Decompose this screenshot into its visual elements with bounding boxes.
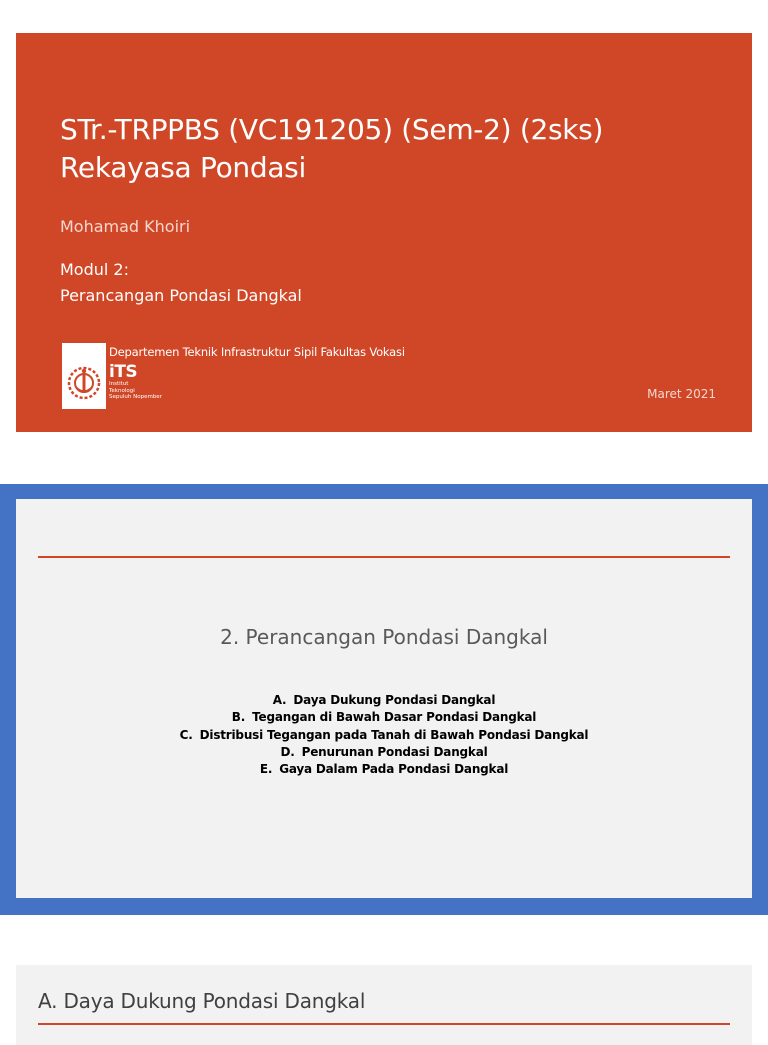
outline-item-text: Tegangan di Bawah Dasar Pondasi Dangkal: [252, 710, 537, 725]
its-subtitle-3: Sepuluh Nopember: [109, 394, 162, 400]
outline-item-letter: D.: [280, 744, 295, 759]
outline-item-d: [16, 744, 752, 761]
outline-item-text: Daya Dukung Pondasi Dangkal: [293, 693, 496, 707]
title-slide[interactable]: [16, 33, 752, 432]
outline-item-e: [16, 761, 752, 778]
section-slide[interactable]: [16, 965, 752, 1045]
its-emblem-icon: [62, 343, 106, 409]
outline-item-letter: B.: [231, 710, 246, 725]
its-wordmark-text: iTS: [109, 362, 138, 382]
outline-item-a: [16, 692, 752, 709]
its-emblem-logo: [62, 343, 106, 409]
slide-date: Maret 2021: [647, 387, 716, 401]
divider-line: [38, 1023, 730, 1025]
outline-item-c: [16, 727, 752, 744]
course-title-line2: Rekayasa Pondasi: [60, 151, 306, 184]
module-heading: [60, 257, 302, 309]
course-title: [60, 111, 603, 187]
its-subtitle-1: Institut: [109, 381, 129, 387]
outline-item-b: [16, 709, 752, 726]
its-wordmark: [109, 363, 229, 401]
outline-item-letter: A.: [272, 693, 287, 707]
outline-list: [16, 692, 752, 778]
outline-item-text: Distribusi Tegangan pada Tanah di Bawah Pondasi Dangkal: [199, 727, 589, 742]
department-name: Departemen Teknik Infrastruktur Sipil Fakultas Vokasi: [109, 345, 405, 359]
module-title: Perancangan Pondasi Dangkal: [60, 286, 302, 305]
outline-item-text: Gaya Dalam Pada Pondasi Dangkal: [279, 762, 509, 777]
course-title-line1: STr.-TRPPBS (VC191205) (Sem-2) (2sks): [60, 113, 604, 146]
outline-item-letter: C.: [179, 727, 193, 742]
outline-title: 2. Perancangan Pondasi Dangkal: [220, 625, 548, 649]
module-number: Modul 2:: [60, 260, 129, 279]
outline-slide-selected[interactable]: [0, 484, 768, 915]
section-title: A. Daya Dukung Pondasi Dangkal: [38, 989, 366, 1013]
author-name: Mohamad Khoiri: [60, 217, 191, 236]
divider-line: [38, 556, 730, 558]
outline-item-text: Penurunan Pondasi Dangkal: [301, 744, 488, 759]
its-subtitle-2: Teknologi: [109, 387, 135, 394]
outline-item-letter: E.: [259, 762, 273, 777]
outline-slide: [16, 499, 752, 898]
